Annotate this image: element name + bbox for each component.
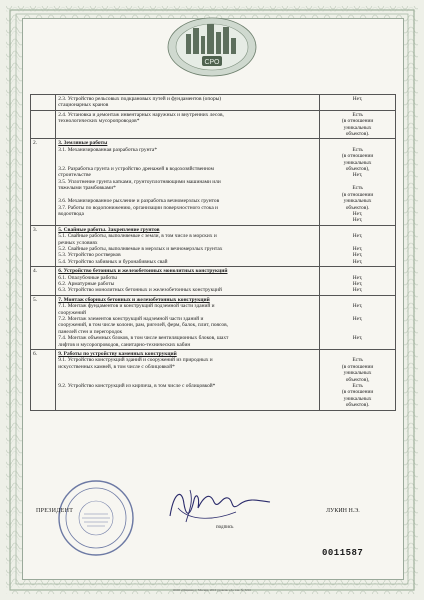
status-line: Нет, xyxy=(352,252,363,259)
handwritten-signature-icon xyxy=(160,482,290,528)
status-line: Нет, xyxy=(352,217,363,224)
status-line: Нет, xyxy=(352,303,363,310)
president-label: ПРЕЗИДЕНТ xyxy=(36,508,74,514)
description-line: 5.4. Устройство забивных и буронабивных свай xyxy=(58,258,168,265)
description-line: искусственных камней, в том числе с облицовкой* xyxy=(58,363,175,370)
description-line: технологических мусоропроводов* xyxy=(58,118,140,125)
status-line: объектов), xyxy=(345,376,370,383)
signature-caption: подпись xyxy=(216,525,234,530)
row-number: 6. xyxy=(31,350,56,411)
row-number: 3. xyxy=(31,225,56,266)
description-line: 3.5. Уплотнение грунта катками, грунтоуплотняющими машинами или xyxy=(58,178,221,185)
section-title: 6. Устройство бетонных и железобетонных монолитных конструкций xyxy=(58,268,228,275)
status-line: Нет, xyxy=(352,245,363,252)
permission-status xyxy=(320,295,396,349)
description-line: 6.3. Устройство монолитных бетонных и железобетонных конструкций xyxy=(58,287,222,294)
status-line: уникальных xyxy=(343,198,372,205)
status-line: (в отношении xyxy=(341,153,374,160)
work-description xyxy=(56,110,320,139)
section-title: 5. Свайные работы. Закрепление грунтов xyxy=(58,226,160,233)
status-line: (в отношении xyxy=(341,191,374,198)
description-line: 6.1. Опалубочные работы xyxy=(58,274,117,281)
status-line: Нет, xyxy=(352,210,363,217)
permission-status xyxy=(320,267,396,296)
description-line: 5.3. Устройство ростверков xyxy=(58,252,121,259)
work-description xyxy=(56,267,320,296)
permission-status xyxy=(320,350,396,411)
table-row xyxy=(31,139,396,225)
row-number xyxy=(31,110,56,139)
status-line: уникальных xyxy=(343,370,372,377)
status-line: объектов). xyxy=(345,131,370,138)
sro-emblem-icon xyxy=(166,16,258,78)
status-line: Есть xyxy=(352,357,363,364)
status-line xyxy=(322,342,393,348)
description-line: 3.1. Механизированная разработка грунта* xyxy=(58,146,158,153)
permission-status xyxy=(320,110,396,139)
status-line: (в отношении xyxy=(341,118,374,125)
signature-block xyxy=(30,478,396,558)
description-line: 3.6. Механизированное рыхление и разработка вечномерзлых грунтов xyxy=(58,198,220,205)
description-line: 2.4. Установка и демонтаж инвентарных наружных и внутренних лесов, xyxy=(58,111,224,118)
description-line: 3.7. Работы по водопонижению, организации поверхностного стока и xyxy=(58,204,218,211)
description-line: панелей стен и перегородок xyxy=(58,328,123,335)
status-line: (в отношении xyxy=(341,363,374,370)
status-line: Есть xyxy=(352,111,363,118)
description-line: 7.4. Монтаж объемных блоков, в том числе вентиляционных блоков, шахт xyxy=(58,335,229,342)
description-line: сооружений xyxy=(58,309,86,316)
work-description xyxy=(56,350,320,411)
status-line: Нет, xyxy=(352,233,363,240)
table-row xyxy=(31,295,396,349)
table-row xyxy=(31,267,396,296)
status-line: Есть xyxy=(352,185,363,192)
description-line: 6.2. Арматурные работы xyxy=(58,280,115,287)
status-line: Нет, xyxy=(352,172,363,179)
status-line: объектов). xyxy=(345,402,370,409)
description-line: 5.1. Свайные работы, выполняемые с земли, в том числе в морских и xyxy=(58,233,217,240)
table-row xyxy=(31,95,396,111)
table-row xyxy=(31,225,396,266)
status-line: Нет, xyxy=(352,287,363,294)
section-title: 3. Земляные работы xyxy=(58,140,108,147)
status-line: Есть xyxy=(352,383,363,390)
work-description xyxy=(56,139,320,225)
description-line: 7.2. Монтаж элементов конструкций надземной части зданий и xyxy=(58,316,204,322)
status-line: Нет, xyxy=(352,274,363,281)
description-line: 5.2. Свайные работы, выполняемые в мерзлых и вечномерзлых грунтах xyxy=(58,245,223,252)
works-table xyxy=(30,94,396,411)
serial-number: 0011587 xyxy=(322,548,364,558)
row-number: 2. xyxy=(31,139,56,225)
table-row xyxy=(31,110,396,139)
status-line: Нет, xyxy=(352,335,363,342)
status-line: уникальных xyxy=(343,159,372,166)
row-number: 5. xyxy=(31,295,56,349)
description-line: 2.3. Устройство рельсовых подкрановых путей и фундаментов (опоры) xyxy=(58,96,222,102)
status-line: объектов). xyxy=(345,204,370,211)
printer-footer: ООО «Опцион» г. Москва, 2010 уровень «А» зак. № 3216 xyxy=(173,588,251,592)
status-line: объектов), xyxy=(345,166,370,173)
permission-status xyxy=(320,95,396,111)
status-line: Нет, xyxy=(352,258,363,265)
permission-status xyxy=(320,225,396,266)
description-line: лифтов и мусоропроводов, санитарно-технических кабин xyxy=(58,341,191,348)
description-line: водоотвода xyxy=(58,210,84,217)
row-number: 4. xyxy=(31,267,56,296)
description-line: стационарных кранов xyxy=(58,102,109,109)
description-line: речных условиях xyxy=(58,239,98,246)
work-description xyxy=(56,95,320,111)
status-line: уникальных xyxy=(343,395,372,402)
description-line: сооружений, в том числе колонн, рам, ригелей, ферм, балок, плит, поясов, xyxy=(58,322,228,329)
signer-name: ЛУКИН Н.Э. xyxy=(326,508,360,514)
status-line: Есть xyxy=(352,146,363,153)
status-line: (в отношении xyxy=(341,389,374,396)
description-line: 7.1. Монтаж фундаментов и конструкций подземной части зданий и xyxy=(58,303,215,310)
section-title: 7. Монтаж сборных бетонных и железобетонных конструкций xyxy=(58,296,210,303)
description-line: 9.1. Устройство конструкций зданий и сооружений из природных и xyxy=(58,357,213,364)
description-line: 9.2. Устройство конструкций из кирпича, в том числе с облицовкой* xyxy=(58,383,216,390)
status-line: Нет, xyxy=(352,316,363,322)
section-title: 9. Работы по устройству каменных конструкций xyxy=(58,351,177,358)
organization-stamp-icon xyxy=(56,478,136,558)
description-line: 3.2. Разработка грунта и устройство дренажей в водохозяйственном xyxy=(58,166,214,173)
emblem-text: СРО xyxy=(204,59,220,66)
status-line: Нет, xyxy=(352,96,363,102)
work-description xyxy=(56,225,320,266)
table-row xyxy=(31,350,396,411)
description-line: тяжелыми трамбовками* xyxy=(58,185,116,192)
work-description xyxy=(56,295,320,349)
status-line: уникальных xyxy=(343,124,372,131)
description-line: строительстве xyxy=(58,172,91,179)
row-number xyxy=(31,95,56,111)
permission-status xyxy=(320,139,396,225)
status-line: Нет, xyxy=(352,280,363,287)
